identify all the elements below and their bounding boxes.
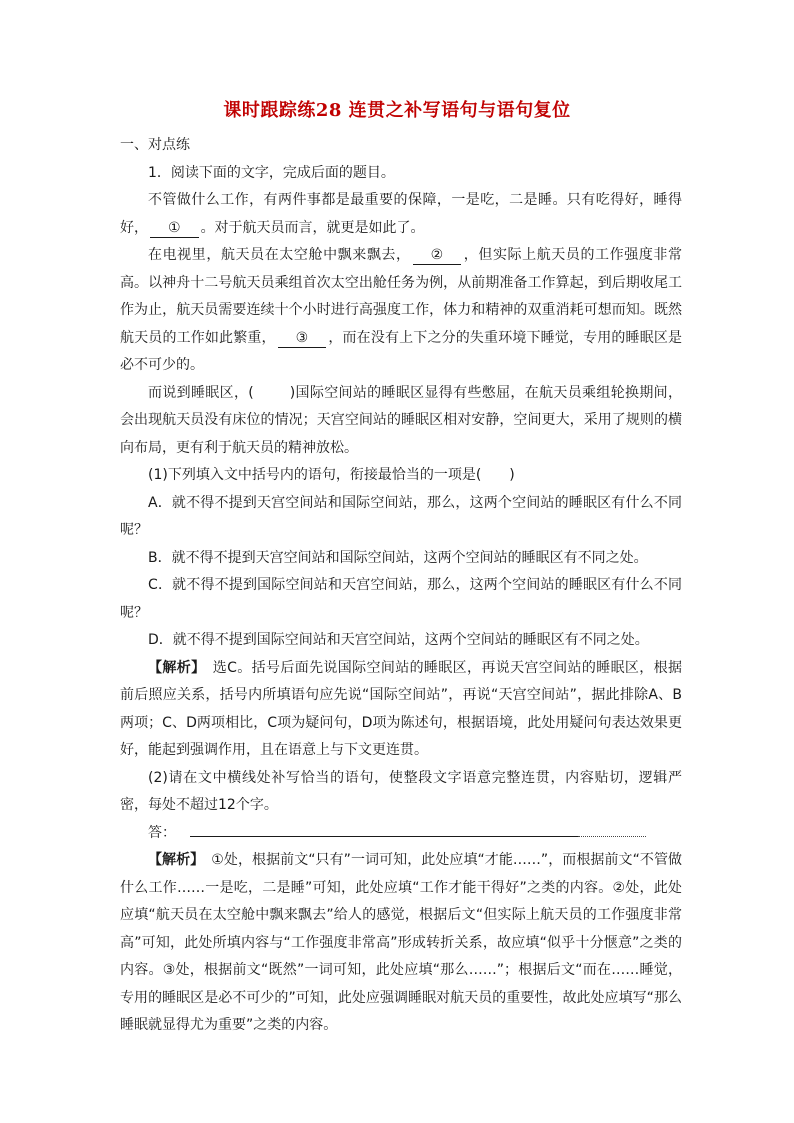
passage-text: ，但实际上航天员的工作强度非常高。以神舟十二号航天员乘组首次太空出舱任务为例，从前期准备工作算起，到后期收尾工作为止，航天员需要连续十个小时进行高强度工作，体力和精神的双重消耗可想而知。既然航天员的工作如此繁重， — [120, 247, 683, 346]
bracket-gap — [254, 380, 290, 408]
passage-text: 而说到睡眠区，( — [148, 384, 254, 401]
fill-blank-3: ③ — [278, 329, 327, 348]
answer-dotted-line — [578, 820, 646, 837]
option-d: D．就不得不提到国际空间站和天宫空间站，这两个空间站的睡眠区有不同之处。 — [148, 632, 649, 648]
sub-question-1-stem: (1)下列填入文中括号内的语句，衔接最恰当的一项是( ) — [148, 467, 515, 483]
option-c: C．就不得不提到国际空间站和天宫空间站，那么，这两个空间站的睡眠区有什么不同呢？ — [120, 577, 682, 621]
passage-text: )国际空间站的睡眠区显得有些憋屈，在航天员乘组轮换期间，会出现航天员没有床位的情况；天宫空间站的睡眠区相对安静，空间更大，采用了规则的横向布局，更有利于航天员的精神放松。 — [120, 384, 682, 456]
passage-text: 。对于航天员而言，就更是如此了。 — [200, 219, 425, 236]
fill-blank-2: ② — [413, 246, 462, 265]
analysis-label: 【解析】 — [148, 852, 198, 868]
answer-label: 答： — [148, 824, 176, 841]
passage-text: 不管做什么工作，有两件事都是最重要的保障，一是吃，二是睡。只有吃得好，睡得好， — [120, 192, 682, 236]
analysis-text: ①处，根据前文“只有”一词可知，此处应填“才能……”，而根据前文“不管做什么工作……一是吃，二是睡”可知，此处应填“工作才能干得好”之类的内容。②处，此处应填“航天员在太空舱中飘来飘去”给人的感觉，根据后文“但实际上航天员的工作强度非常高”可知，此处所填内容与“工作强度非常高”形成转折关系，故应填“似乎十分惬意”之类的内容。③处，根据前文“既然”一词可知，此处应填“那么……”；根据后文“而在……睡觉，专用的睡眠区是必不可少的”可知，此处应强调睡眠对航天员的重要性，故此处应填写“那么睡眠就显得尤为重要”之类的内容。 — [120, 852, 682, 1033]
passage-paragraph-2 — [120, 242, 682, 380]
analysis-1 — [120, 655, 682, 765]
option-a: A．就不得不提到天宫空间站和国际空间站，那么，这两个空间站的睡眠区有什么不同呢？ — [120, 494, 682, 538]
answer-line — [190, 820, 578, 837]
sub-question-2-stem: (2)请在文中横线处补写恰当的语句，使整段文字语意完整连贯，内容贴切，逻辑严密，每处不超过12个字。 — [120, 769, 682, 813]
passage-paragraph-3 — [120, 380, 682, 463]
fill-blank-1: ① — [150, 219, 199, 238]
document-body — [120, 132, 682, 1040]
analysis-label: 【解析】 — [148, 659, 199, 676]
question-1-intro: 1．阅读下面的文字，完成后面的题目。 — [148, 164, 395, 181]
passage-text: ，而在没有上下之分的失重环境下睡觉，专用的睡眠区是必不可少的。 — [120, 329, 683, 373]
option-b: B．就不得不提到天宫空间站和国际空间站，这两个空间站的睡眠区有不同之处。 — [148, 549, 648, 566]
answer-row — [120, 820, 682, 848]
analysis-text: 选C。括号后面先说国际空间站的睡眠区，再说天宫空间站的睡眠区，根据前后照应关系，括号内所填语句应先说“国际空间站”，再说“天宫空间站”，据此排除A、B两项；C、D两项相比，C项为疑问句，D项为陈述句，根据语境，此处用疑问句表达效果更好，能起到强调作用，且在语意上与下文更连贯。 — [120, 659, 683, 758]
section-heading: 一、对点练 — [120, 137, 190, 153]
analysis-2 — [120, 847, 682, 1040]
passage-text: 在电视里，航天员在太空舱中飘来飘去， — [148, 247, 411, 263]
page-title: 课时跟踪练28 连贯之补写语句与语句复位 — [223, 100, 571, 121]
passage-paragraph-1 — [120, 187, 682, 242]
